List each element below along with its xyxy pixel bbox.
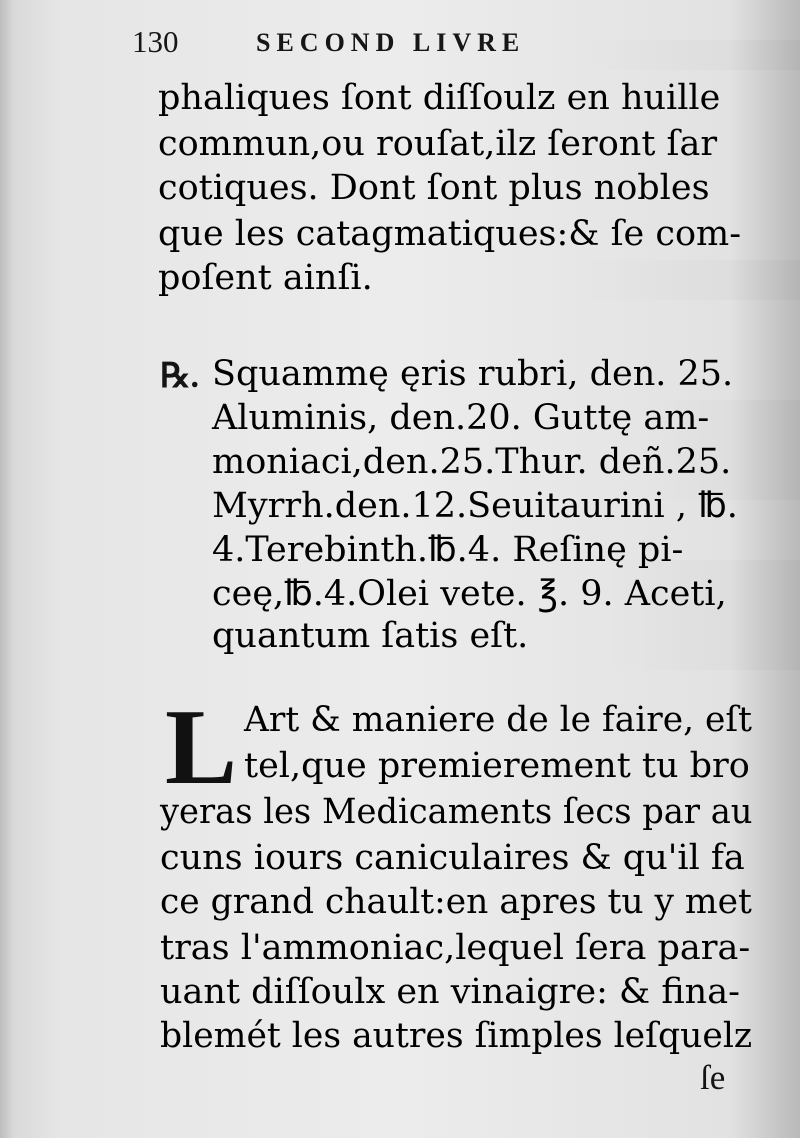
body-line: uant diſſoulx en vinaigre: & fina- — [160, 972, 740, 1012]
recipe-line: Aluminis, den.20. Guttę am- — [212, 398, 710, 438]
running-header — [132, 24, 732, 64]
recipe-line: Squammę ęris rubri, den. 25. — [212, 354, 734, 394]
body-line: ce grand chault:en apres tu y met — [160, 882, 752, 922]
recipe-line: ceę,℔.4.Olei vete. ℥. 9. Aceti, — [212, 574, 727, 614]
body-line: blemét les autres ſimples leſquelz — [160, 1016, 753, 1056]
body-line: tel,que premierement tu bro — [244, 746, 750, 786]
recipe-symbol: ℞. — [160, 358, 199, 395]
body-line: cotiques. Dont ſont plus nobles — [158, 168, 710, 208]
body-line: tras l'ammoniac,lequel ſera para- — [160, 928, 751, 968]
body-line: Art & maniere de le faire, eſt — [244, 700, 753, 740]
body-line: yeras les Medicaments ſecs par au — [160, 792, 753, 832]
recipe-line: moniaci,den.25.Thur. deñ.25. — [212, 442, 732, 482]
body-line: que les catagmatiques:& ſe com- — [158, 214, 742, 254]
recipe-line: Myrrh.den.12.Seuitaurini , ℔. — [212, 486, 738, 526]
catchword: ſe — [700, 1058, 726, 1097]
recipe-line: 4.Terebinth.℔.4. Reſinę pi- — [212, 530, 684, 570]
recipe-line: quantum ſatis eſt. — [212, 616, 529, 656]
show-through-shadow — [560, 260, 800, 300]
body-line: phaliques ſont diſſoulz en huille — [158, 78, 721, 118]
running-head-title: SECOND LIVRE — [256, 28, 526, 57]
body-line: cuns iours caniculaires & qu'il fa — [160, 838, 745, 878]
body-line: poſent ainſi. — [158, 258, 373, 298]
drop-cap-initial: L — [165, 688, 238, 807]
body-line: commun,ou rouſat,ilz ſeront ſar — [158, 124, 718, 164]
page-number: 130 — [132, 24, 179, 59]
